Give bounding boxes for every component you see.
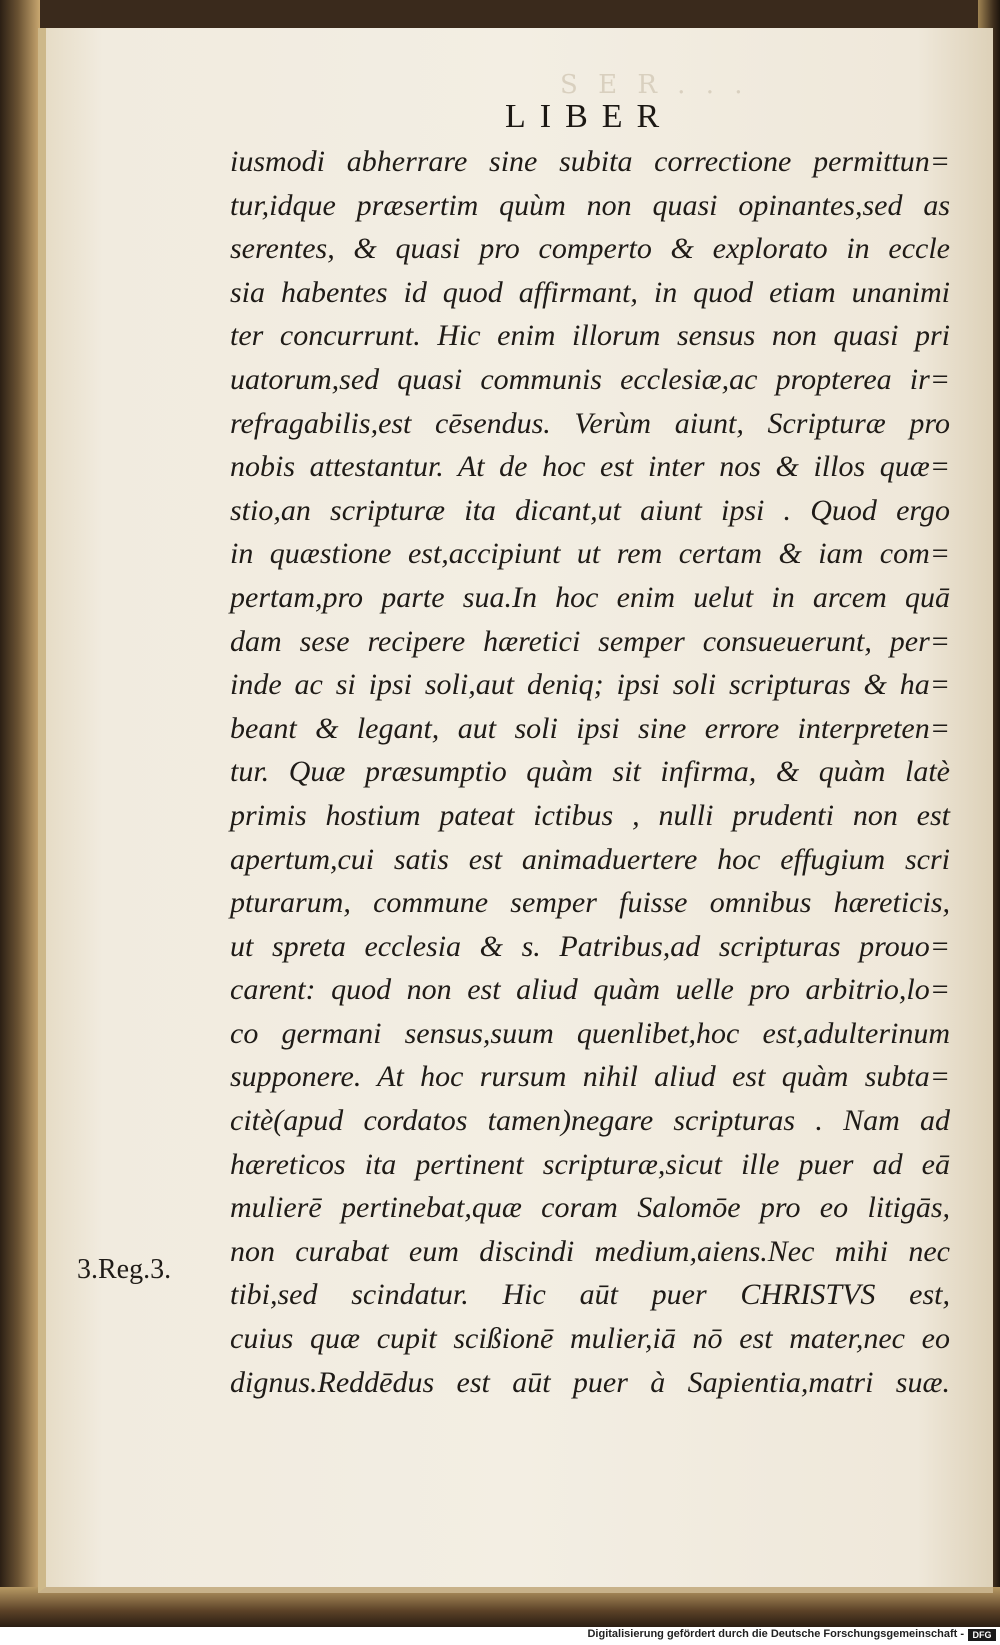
text-line: carent: quod non est aliud quàm uelle pro arbitrio,lo= (230, 973, 950, 1007)
marginal-note: 3.Reg.3. (77, 1254, 172, 1285)
footer-bar (0, 1627, 1000, 1645)
text-line: ut spreta ecclesia & s. Patribus,ad scripturas prouo= (230, 929, 950, 963)
text-line: pturarum, commune semper fuisse omnibus hæreticis, (230, 886, 950, 920)
text-line: inde ac si ipsi soli,aut deniq; ipsi soli scripturas & ha= (230, 668, 950, 702)
text-line: in quæstione est,accipiunt ut rem certam & iam com= (230, 537, 950, 571)
text-line: iusmodi abherrare sine subita correctione permittun= (230, 145, 950, 178)
text-line: dignus.Reddēdus est aūt puer à Sapientia,matri suæ. (230, 1365, 950, 1399)
text-line: stio,an scripturæ ita dicant,ut aiunt ipsi . Quod ergo (230, 493, 950, 527)
book-edge-bottom (0, 1587, 1000, 1627)
text-line: uatorum,sed quasi communis ecclesiæ,ac propterea ir= (230, 362, 950, 396)
text-line: refragabilis,est cēsendus. Verùm aiunt, Scripturæ pro (230, 406, 950, 440)
text-line: non curabat eum discindi medium,aiens.Nec mihi nec (230, 1234, 950, 1268)
text-line: tur. Quæ præsumptio quàm sit infirma, & quàm latè (230, 755, 950, 789)
text-line: nobis attestantur. At de hoc est inter nos & illos quæ= (230, 450, 950, 484)
book-edge-left (0, 0, 40, 1627)
text-line: apertum,cui satis est animaduertere hoc effugium scri (230, 842, 950, 876)
text-line: serentes, & quasi pro comperto & explorato in eccle (230, 232, 950, 266)
dfg-logo: DFG (968, 1629, 996, 1641)
text-line: tur,idque præsertim quùm non quasi opinantes,sed as (230, 188, 950, 222)
funding-credit: Digitalisierung gefördert durch die Deutsche Forschungsgemeinschaft - (587, 1628, 964, 1640)
text-line: ter concurrunt. Hic enim illorum sensus non quasi pri (230, 319, 950, 353)
text-line: co germani sensus,suum quenlibet,hoc est,adulterinum (230, 1016, 950, 1050)
text-line: cuius quæ cupit scißionē mulier,iā nō est mater,nec eo (230, 1322, 950, 1356)
text-line: pertam,pro parte sua.In hoc enim uelut in arcem quā (230, 580, 950, 614)
text-line: tibi,sed scindatur. Hic aūt puer CHRISTVS est, (230, 1278, 950, 1312)
text-line: beant & legant, aut soli ipsi sine errore interpreten= (230, 711, 950, 745)
text-line: supponere. At hoc rursum nihil aliud est quàm subta= (230, 1060, 950, 1094)
text-line: hæreticos ita pertinent scripturæ,sicut ille puer ad eā (230, 1147, 950, 1181)
text-line: citè(apud cordatos tamen)negare scripturas . Nam ad (230, 1104, 950, 1138)
text-line: dam sese recipere hæretici semper consueuerunt, per= (230, 624, 950, 658)
text-line: mulierē pertinebat,quæ coram Salomōe pro eo litigās, (230, 1191, 950, 1225)
running-head: LIBER (505, 98, 674, 135)
text-line: primis hostium pateat ictibus , nulli prudenti non est (230, 798, 950, 832)
bleed-through-text: S E R . . . (560, 70, 749, 100)
text-line: sia habentes id quod affirmant, in quod etiam unanimi (230, 275, 950, 309)
body-text (230, 140, 950, 1404)
